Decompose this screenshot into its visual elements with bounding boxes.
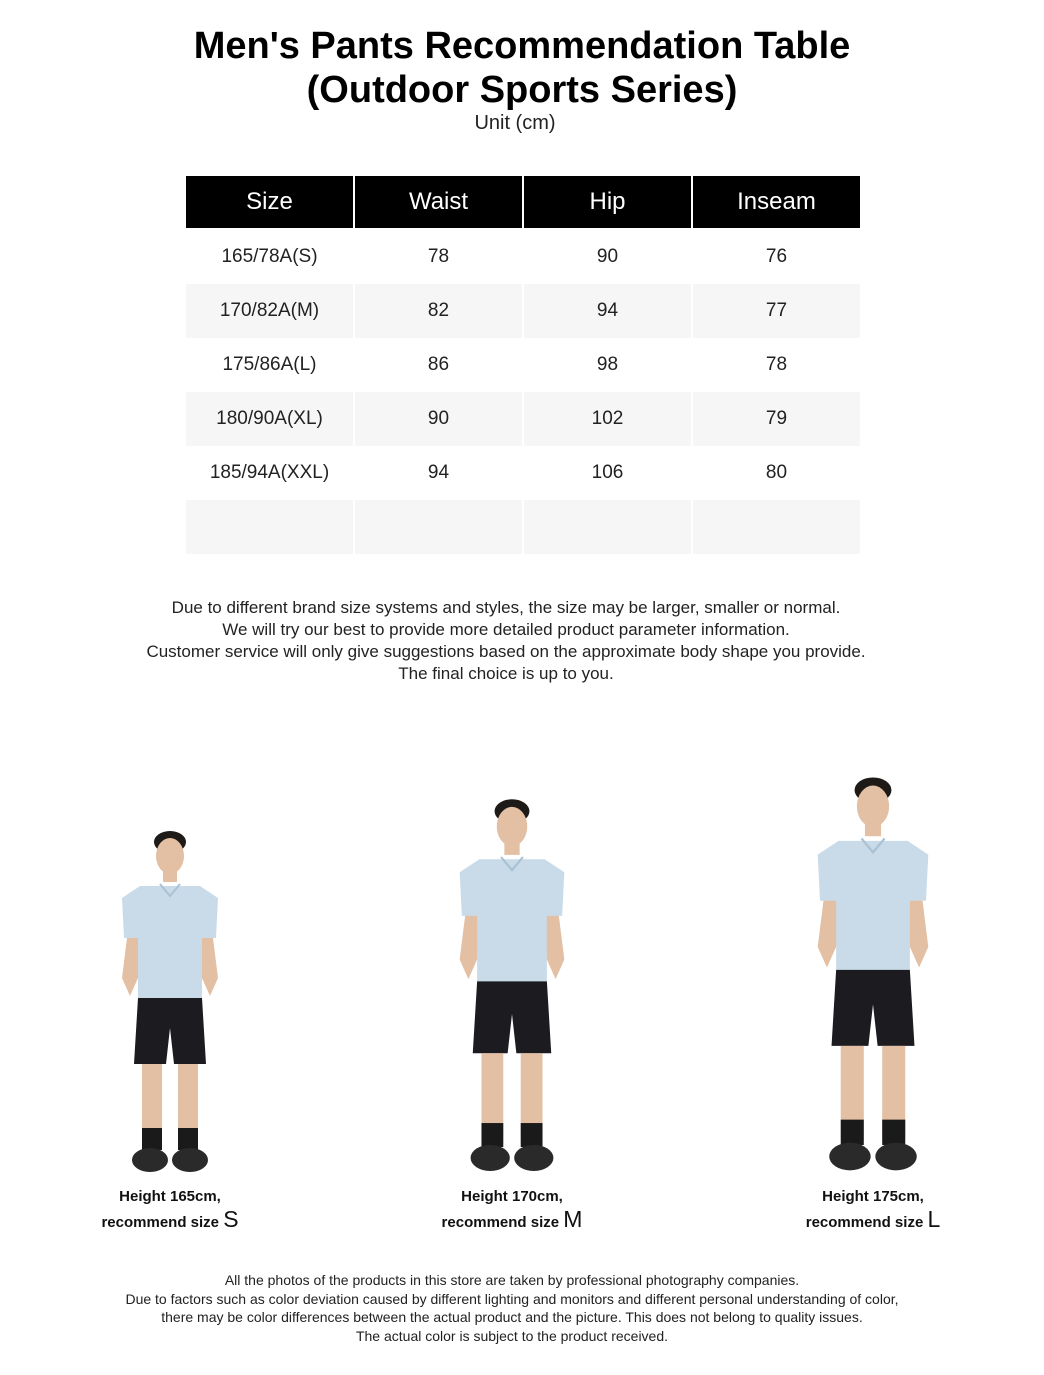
cell-size: 180/90A(XL) — [186, 392, 353, 446]
model-right-shoe — [172, 1148, 208, 1172]
model-head — [497, 807, 528, 846]
model-right-sock — [521, 1123, 543, 1147]
model-caption — [70, 1185, 270, 1234]
cell-empty — [693, 500, 860, 554]
model-left-sock — [841, 1120, 864, 1145]
cell-inseam: 78 — [765, 354, 788, 375]
model-left-shoe — [829, 1143, 870, 1171]
model-neck — [865, 822, 881, 836]
model-caption — [412, 1185, 612, 1234]
notice-line: We will try our best to provide more detailed product parameter information. — [222, 620, 790, 639]
model-body — [460, 799, 565, 1171]
model-head — [857, 786, 889, 827]
model-left-sock — [142, 1128, 162, 1150]
model-body — [818, 777, 929, 1170]
cell-hip: 94 — [524, 284, 691, 338]
model-shorts — [473, 981, 551, 1053]
size-notice — [0, 597, 1012, 685]
model-head — [156, 838, 184, 874]
model-height: Height 165cm, — [119, 1188, 221, 1205]
model-caption — [773, 1185, 973, 1234]
cell-waist: 82 — [355, 284, 522, 338]
size-table — [186, 176, 860, 554]
cell-empty — [186, 500, 353, 554]
model-recommend-label: recommend size — [805, 1214, 924, 1231]
model-size: S — [223, 1206, 239, 1232]
model-left-shoe — [132, 1148, 168, 1172]
cell-size: 175/86A(L) — [222, 354, 317, 375]
model-size: L — [927, 1206, 941, 1232]
model-shorts — [134, 998, 206, 1064]
cell-inseam: 77 — [693, 284, 860, 338]
cell-waist: 94 — [427, 462, 450, 483]
model-height: Height 170cm, — [461, 1188, 563, 1205]
cell-waist: 86 — [427, 354, 450, 375]
notice-line: Customer service will only give suggestions based on the approximate body shape you provide. — [146, 642, 866, 661]
model-neck — [163, 870, 177, 882]
model-right-sock — [178, 1128, 198, 1150]
cell-empty — [524, 500, 691, 554]
cell-hip: 102 — [524, 392, 691, 446]
header-hip: Hip — [524, 176, 691, 228]
cell-hip: 90 — [596, 246, 619, 267]
unit-label: Unit (cm) — [474, 112, 556, 134]
cell-inseam: 79 — [693, 392, 860, 446]
disclaimer-line: All the photos of the products in this store are taken by professional photography companies. — [224, 1272, 800, 1288]
header-inseam: Inseam — [693, 176, 860, 228]
cell-size: 185/94A(XXL) — [209, 462, 330, 483]
model-left-sock — [481, 1123, 503, 1147]
cell-empty — [355, 500, 522, 554]
notice-line: The final choice is up to you. — [398, 664, 614, 683]
disclaimer-line: Due to factors such as color deviation caused by different lighting and monitors and different personal understanding of color, — [125, 1290, 899, 1307]
cell-hip: 106 — [591, 462, 624, 483]
model-shorts — [832, 970, 915, 1046]
cell-inseam: 80 — [765, 462, 788, 483]
model-figure — [70, 828, 270, 1183]
cell-size: 170/82A(M) — [186, 284, 353, 338]
cell-waist: 90 — [355, 392, 522, 446]
model-photo-l — [773, 774, 973, 1234]
disclaimer-line: The actual color is subject to the product received. — [355, 1327, 669, 1344]
photo-disclaimer — [0, 1271, 1024, 1345]
header-size: Size — [186, 176, 353, 228]
page-title — [0, 24, 1044, 112]
cell-waist: 78 — [427, 246, 450, 267]
model-photo-m — [412, 796, 612, 1234]
model-body — [122, 831, 218, 1172]
notice-line: Due to different brand size systems and styles, the size may be larger, smaller or normal. — [171, 598, 841, 617]
cell-inseam: 76 — [765, 246, 788, 267]
model-recommend-label: recommend size — [101, 1214, 220, 1231]
model-neck — [504, 842, 519, 855]
model-right-shoe — [875, 1143, 916, 1171]
header-waist: Waist — [355, 176, 522, 228]
model-photo-s — [70, 828, 270, 1234]
cell-hip: 98 — [596, 354, 619, 375]
model-right-sock — [882, 1120, 905, 1145]
model-right-shoe — [514, 1145, 553, 1171]
model-size: M — [563, 1206, 583, 1232]
model-recommend-label: recommend size — [441, 1214, 560, 1231]
model-figure — [773, 774, 973, 1183]
model-left-shoe — [471, 1145, 510, 1171]
title-line-2: (Outdoor Sports Series) — [306, 69, 738, 111]
title-line-1: Men's Pants Recommendation Table — [193, 25, 851, 67]
model-height: Height 175cm, — [822, 1188, 924, 1205]
cell-size: 165/78A(S) — [221, 246, 318, 267]
disclaimer-line: there may be color differences between the actual product and the picture. This does not belong to quality issues. — [161, 1309, 863, 1325]
model-figure — [412, 796, 612, 1183]
